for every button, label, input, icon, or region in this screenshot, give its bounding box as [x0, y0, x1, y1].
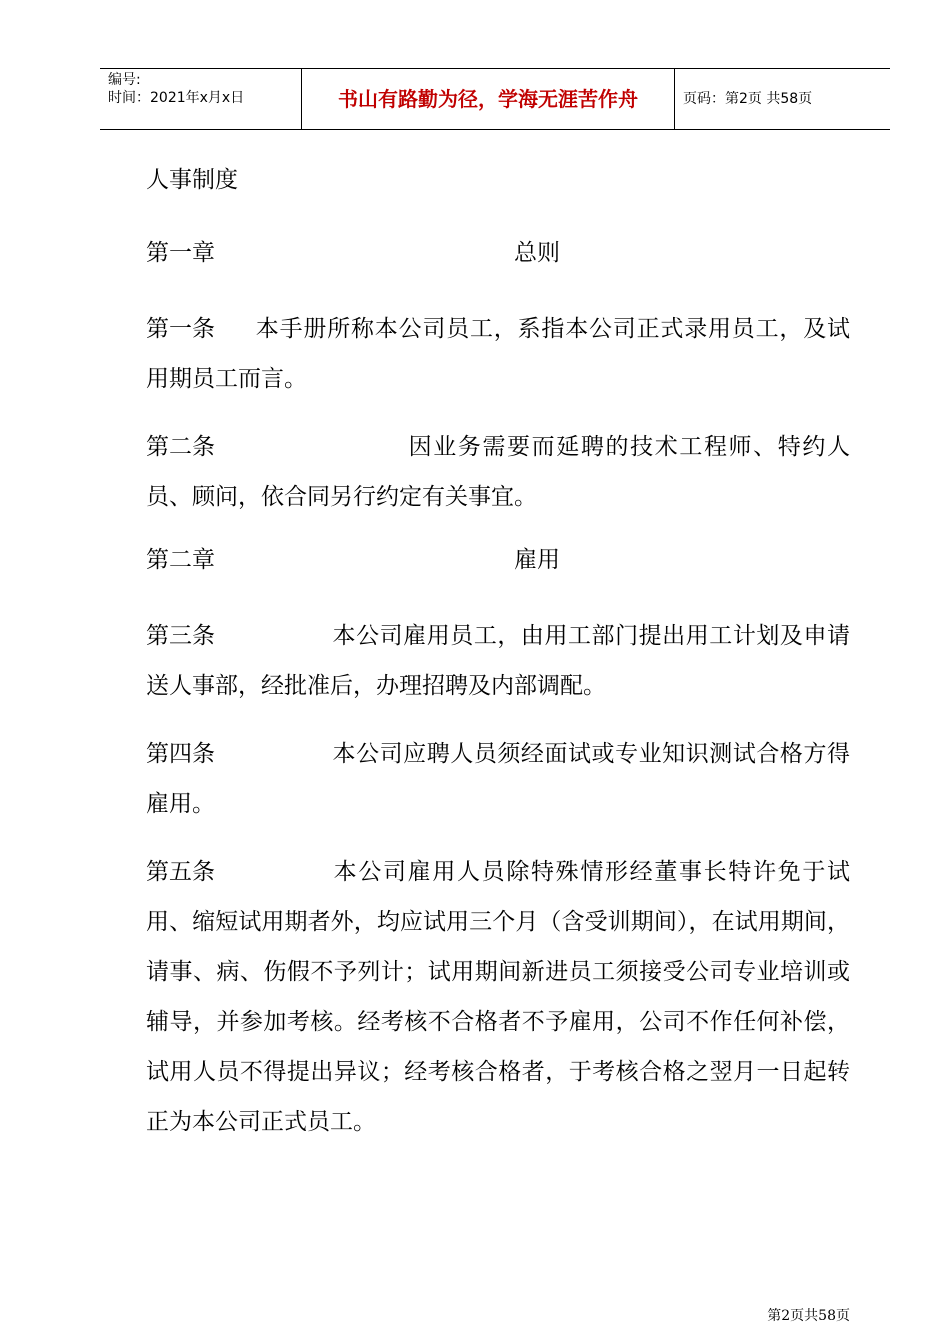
- article-number: 第一条: [146, 316, 215, 342]
- document-title: 人事制度: [146, 167, 238, 193]
- header-page-info: 页码：第2页 共58页: [683, 91, 813, 107]
- article-text: 本公司雇用人员除特殊情形经董事长特许免于试用、缩短试用期者外，均应试用三个月（含受训期间），在试用期间，请事、病、伤假不予列计；试用期间新进员工须接受公司专业培训或辅导，并参加考核。经考核不合格者不予雇用，公司不作任何补偿，试用人员不得提出异议；经考核合格者，于考核合格之翌月一日起转正为本公司正式员工。: [146, 859, 850, 1135]
- article-number: 第二条: [146, 434, 215, 460]
- chapter-number: 第一章: [146, 240, 215, 266]
- time-label: 时间：2021年x月x日: [108, 90, 245, 106]
- article-text: 本公司雇用员工，由用工部门提出用工计划及申请送人事部，经批准后，办理招聘及内部调配。: [146, 623, 850, 699]
- article: [146, 729, 850, 829]
- chapter-heading: [146, 233, 850, 273]
- page-header: [100, 68, 890, 130]
- chapter-name: 雇用: [514, 547, 560, 573]
- article-text: 因业务需要而延聘的技术工程师、特约人员、顾问，依合同另行约定有关事宜。: [146, 434, 850, 510]
- chapter-name: 总则: [514, 240, 560, 266]
- article-number: 第三条: [146, 623, 215, 649]
- article-text: 本公司应聘人员须经面试或专业知识测试合格方得雇用。: [146, 741, 850, 817]
- chapter-number: 第二章: [146, 547, 215, 573]
- article: [146, 422, 850, 522]
- article-number: 第五条: [146, 859, 215, 885]
- document-body: [146, 160, 850, 1165]
- article-number: 第四条: [146, 741, 215, 767]
- chapter-heading: [146, 540, 850, 580]
- page-footer: 第2页共58页: [767, 1308, 850, 1324]
- article: [146, 611, 850, 711]
- article-text: 本手册所称本公司员工，系指本公司正式录用员工，及试用期员工而言。: [146, 316, 850, 392]
- article: [146, 847, 850, 1147]
- header-motto: 书山有路勤为径，学海无涯苦作舟: [301, 69, 675, 129]
- article: [146, 304, 850, 404]
- header-meta: [100, 69, 301, 129]
- number-label: 编号:: [108, 72, 141, 88]
